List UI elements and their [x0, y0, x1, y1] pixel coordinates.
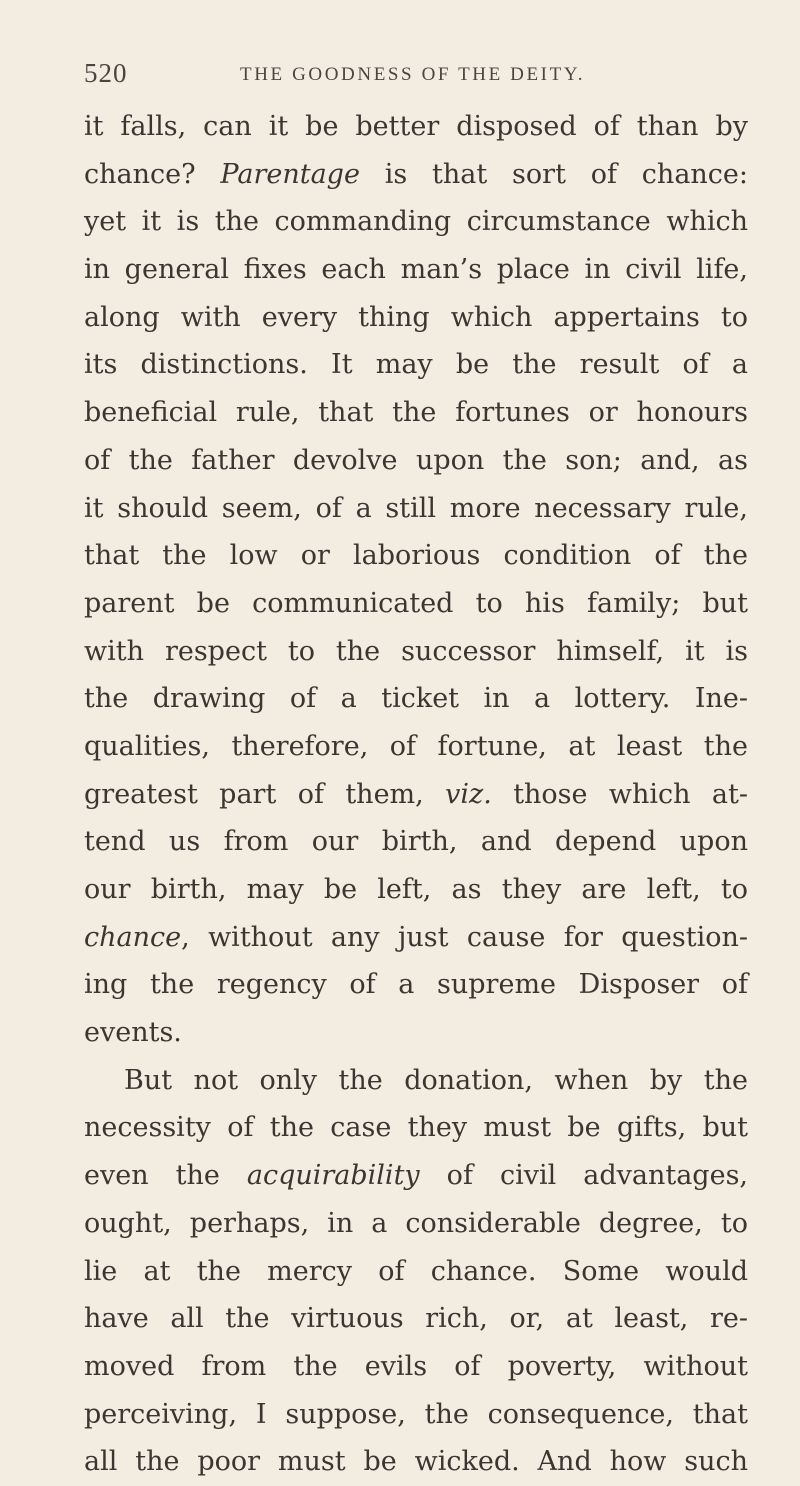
text-line-15: greatest part of them, viz. those which at-: [84, 778, 748, 810]
italic-acquirability: acquirability: [246, 1160, 420, 1192]
text-line-22: necessity of the case they must be gifts, but: [84, 1112, 748, 1144]
text-line-5: along with every thing which appertains to: [84, 301, 748, 333]
text-line-19: ing the regency of a supreme Disposer of: [84, 969, 748, 1001]
text-line-18: chance, without any just cause for question-: [84, 921, 748, 953]
text-line-26: have all the virtuous rich, or, at least, re-: [84, 1303, 748, 1335]
text-line-28: perceiving, I suppose, the consequence, that: [84, 1398, 748, 1430]
text-line-25: lie at the mercy of chance. Some would: [84, 1255, 748, 1287]
text-line-4: in general fixes each man’s place in civil life,: [84, 254, 748, 286]
italic-viz: viz.: [445, 778, 492, 810]
text-line-17: our birth, may be left, as they are left, to: [84, 874, 748, 905]
text-line-24: ought, perhaps, in a considerable degree, to: [84, 1207, 748, 1239]
text-line-27: moved from the evils of poverty, without: [84, 1350, 748, 1382]
page-number: 520: [84, 58, 128, 88]
body-text: [84, 103, 748, 1486]
running-title: THE GOODNESS OF THE DEITY.: [240, 64, 586, 85]
text-line-13: the drawing of a ticket in a lottery. Ine-: [84, 683, 748, 715]
text-line-1: it falls, can it be better disposed of than by: [84, 111, 748, 142]
italic-chance: chance: [84, 921, 182, 953]
text-line-11: parent be communicated to his family; but: [84, 587, 748, 619]
running-head: [84, 58, 744, 90]
text-line-2: chance? Parentage is that sort of chance:: [84, 158, 748, 190]
text-line-12: with respect to the successor himself, it is: [84, 635, 748, 667]
text-line-20: events.: [84, 1017, 182, 1049]
text-line-29: all the poor must be wicked. And how such: [84, 1446, 748, 1478]
text-line-14: qualities, therefore, of fortune, at least the: [84, 730, 748, 762]
text-line-10: that the low or laborious condition of the: [84, 540, 748, 572]
text-line-21: But not only the donation, when by the: [124, 1064, 748, 1096]
text-line-6: its distinctions. It may be the result of a: [84, 349, 748, 381]
text-line-3: yet it is the commanding circumstance which: [84, 206, 748, 238]
text-line-16: tend us from our birth, and depend upon: [84, 826, 748, 858]
text-line-23: even the acquirability of civil advantages,: [84, 1160, 749, 1192]
text-line-9: it should seem, of a still more necessary rule,: [84, 492, 748, 524]
text-line-8: of the father devolve upon the son; and, as: [84, 444, 748, 476]
italic-parentage: Parentage: [220, 158, 360, 190]
text-line-7: beneficial rule, that the fortunes or honours: [84, 397, 748, 429]
